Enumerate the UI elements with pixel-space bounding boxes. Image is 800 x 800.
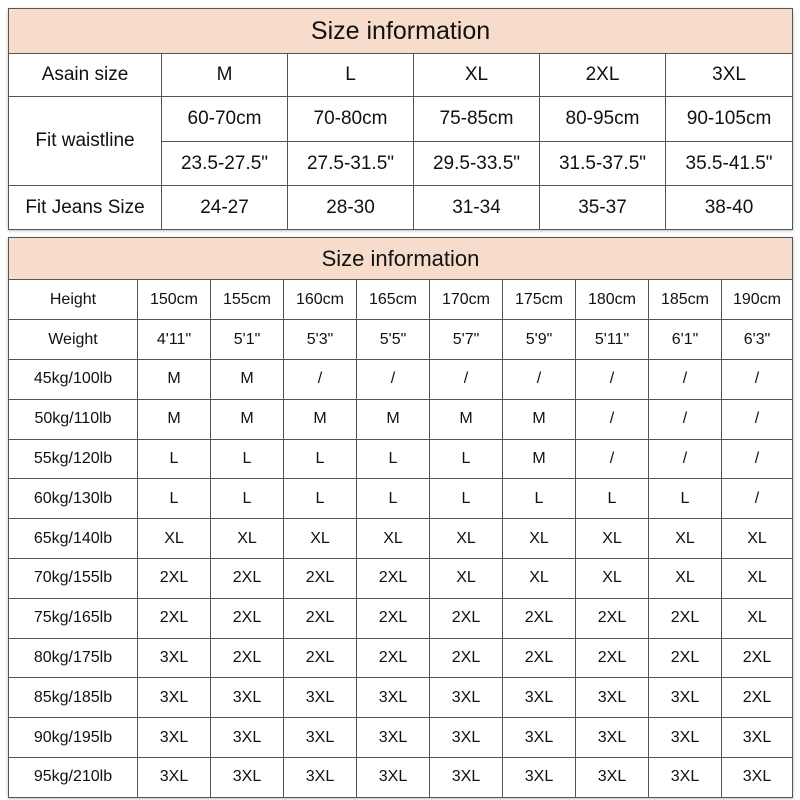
jeans-size-cell: 35-37 <box>540 186 666 230</box>
size-cell: M <box>138 399 211 439</box>
size-cell: M <box>357 399 430 439</box>
waist-cm-cell: 60-70cm <box>162 97 288 142</box>
height-ft-cell: 4'11" <box>138 320 211 360</box>
size-cell: 3XL <box>284 757 357 797</box>
height-header-cell: 175cm <box>503 280 576 320</box>
size-cell: 3XL <box>138 638 211 678</box>
height-label: Height <box>9 280 138 320</box>
size-cell: 2XL <box>722 638 793 678</box>
size-cell: 2XL <box>430 638 503 678</box>
size-cell: M <box>430 399 503 439</box>
size-cell: / <box>576 360 649 400</box>
size-cell: M <box>284 399 357 439</box>
size-cell: 3XL <box>138 678 211 718</box>
waist-cm-cell: 75-85cm <box>414 97 540 142</box>
size-cell: 3XL <box>211 678 284 718</box>
table-row <box>9 598 793 638</box>
size-cell: 3XL <box>138 718 211 758</box>
height-header-cell: 190cm <box>722 280 793 320</box>
size-cell: 2XL <box>284 558 357 598</box>
size-cell: XL <box>211 519 284 559</box>
size-cell: 2XL <box>649 638 722 678</box>
size-cell: 3XL <box>649 678 722 718</box>
size-cell: 3XL <box>649 718 722 758</box>
waist-cm-cell: 80-95cm <box>540 97 666 142</box>
height-ft-cell: 5'7" <box>430 320 503 360</box>
size-cell: XL <box>430 519 503 559</box>
height-header-cell: 165cm <box>357 280 430 320</box>
size-cell: / <box>284 360 357 400</box>
size-cell: / <box>430 360 503 400</box>
size-cell: / <box>722 439 793 479</box>
size-cell: / <box>649 360 722 400</box>
size-info-table-bottom <box>8 237 793 798</box>
size-cell: 2XL <box>357 638 430 678</box>
size-cell: L <box>357 479 430 519</box>
size-cell: 2XL <box>430 598 503 638</box>
waist-inch-cell: 23.5-27.5" <box>162 142 288 186</box>
height-header-cell: 185cm <box>649 280 722 320</box>
waist-inch-cell: 29.5-33.5" <box>414 142 540 186</box>
size-cell: 3XL <box>284 718 357 758</box>
size-cell: XL <box>284 519 357 559</box>
height-ft-cell: 5'9" <box>503 320 576 360</box>
waist-inch-cell: 27.5-31.5" <box>288 142 414 186</box>
waist-inch-cell: 31.5-37.5" <box>540 142 666 186</box>
height-header-cell: 160cm <box>284 280 357 320</box>
size-header-cell: M <box>162 54 288 97</box>
size-cell: 2XL <box>357 558 430 598</box>
size-cell: 3XL <box>138 757 211 797</box>
height-header-cell: 170cm <box>430 280 503 320</box>
size-cell: XL <box>503 519 576 559</box>
weight-label: Weight <box>9 320 138 360</box>
size-cell: 2XL <box>649 598 722 638</box>
size-cell: XL <box>430 558 503 598</box>
size-cell: 3XL <box>430 718 503 758</box>
weight-row-label: 60kg/130lb <box>9 479 138 519</box>
size-cell: M <box>138 360 211 400</box>
height-ft-cell: 6'3" <box>722 320 793 360</box>
table-row <box>9 439 793 479</box>
size-cell: L <box>649 479 722 519</box>
table-row <box>9 718 793 758</box>
size-cell: L <box>576 479 649 519</box>
size-cell: 3XL <box>576 718 649 758</box>
size-cell: 3XL <box>503 678 576 718</box>
table-row <box>9 360 793 400</box>
size-cell: / <box>722 479 793 519</box>
size-cell: XL <box>357 519 430 559</box>
size-cell: / <box>649 439 722 479</box>
size-cell: 3XL <box>211 757 284 797</box>
height-ft-cell: 6'1" <box>649 320 722 360</box>
size-cell: 2XL <box>138 558 211 598</box>
table-row <box>9 558 793 598</box>
weight-row-label: 70kg/155lb <box>9 558 138 598</box>
size-cell: / <box>722 360 793 400</box>
size-cell: 3XL <box>576 757 649 797</box>
size-cell: M <box>503 439 576 479</box>
size-cell: 3XL <box>576 678 649 718</box>
fit-waistline-label: Fit waistline <box>9 97 162 186</box>
weight-row-label: 85kg/185lb <box>9 678 138 718</box>
size-cell: 3XL <box>430 757 503 797</box>
waist-inch-cell: 35.5-41.5" <box>666 142 793 186</box>
size-cell: L <box>503 479 576 519</box>
size-cell: L <box>138 479 211 519</box>
height-ft-cell: 5'5" <box>357 320 430 360</box>
weight-row-label: 65kg/140lb <box>9 519 138 559</box>
size-cell: XL <box>649 519 722 559</box>
jeans-size-cell: 31-34 <box>414 186 540 230</box>
size-cell: / <box>722 399 793 439</box>
size-cell: 3XL <box>649 757 722 797</box>
table-row <box>9 399 793 439</box>
size-cell: 2XL <box>284 598 357 638</box>
size-cell: XL <box>576 519 649 559</box>
size-header-cell: XL <box>414 54 540 97</box>
size-cell: 2XL <box>284 638 357 678</box>
size-cell: XL <box>138 519 211 559</box>
size-cell: 2XL <box>211 558 284 598</box>
size-cell: M <box>503 399 576 439</box>
size-cell: 3XL <box>722 757 793 797</box>
size-cell: 2XL <box>503 638 576 678</box>
jeans-size-cell: 28-30 <box>288 186 414 230</box>
size-cell: 2XL <box>211 598 284 638</box>
size-cell: XL <box>722 598 793 638</box>
size-cell: L <box>284 479 357 519</box>
size-info-table-top <box>8 8 793 230</box>
size-cell: XL <box>722 519 793 559</box>
size-cell: XL <box>576 558 649 598</box>
size-cell: 3XL <box>357 718 430 758</box>
size-cell: XL <box>503 558 576 598</box>
size-cell: L <box>430 439 503 479</box>
size-cell: 3XL <box>503 718 576 758</box>
weight-row-label: 55kg/120lb <box>9 439 138 479</box>
size-header-cell: 2XL <box>540 54 666 97</box>
table-title: Size information <box>9 9 793 54</box>
table-row <box>9 638 793 678</box>
size-header-cell: 3XL <box>666 54 793 97</box>
size-cell: 3XL <box>357 757 430 797</box>
size-cell: / <box>503 360 576 400</box>
table-row <box>9 757 793 797</box>
table-row <box>9 678 793 718</box>
size-cell: 2XL <box>576 638 649 678</box>
table-row <box>9 519 793 559</box>
size-cell: 3XL <box>211 718 284 758</box>
size-cell: 3XL <box>284 678 357 718</box>
size-cell: 2XL <box>357 598 430 638</box>
size-cell: / <box>649 399 722 439</box>
size-cell: M <box>211 399 284 439</box>
height-header-cell: 150cm <box>138 280 211 320</box>
size-cell: 3XL <box>430 678 503 718</box>
table-row <box>9 479 793 519</box>
size-cell: 2XL <box>138 598 211 638</box>
waist-cm-cell: 90-105cm <box>666 97 793 142</box>
size-cell: 2XL <box>576 598 649 638</box>
weight-row-label: 90kg/195lb <box>9 718 138 758</box>
height-ft-cell: 5'11" <box>576 320 649 360</box>
size-cell: XL <box>722 558 793 598</box>
size-cell: / <box>357 360 430 400</box>
weight-row-label: 80kg/175lb <box>9 638 138 678</box>
size-cell: XL <box>649 558 722 598</box>
size-cell: M <box>211 360 284 400</box>
size-cell: L <box>430 479 503 519</box>
size-cell: 2XL <box>503 598 576 638</box>
height-ft-cell: 5'1" <box>211 320 284 360</box>
fit-jeans-size-label: Fit Jeans Size <box>9 186 162 230</box>
jeans-size-cell: 38-40 <box>666 186 793 230</box>
size-cell: 2XL <box>722 678 793 718</box>
size-cell: 3XL <box>357 678 430 718</box>
size-header-cell: L <box>288 54 414 97</box>
size-cell: 3XL <box>503 757 576 797</box>
weight-row-label: 50kg/110lb <box>9 399 138 439</box>
size-cell: L <box>284 439 357 479</box>
height-header-cell: 155cm <box>211 280 284 320</box>
weight-row-label: 95kg/210lb <box>9 757 138 797</box>
weight-row-label: 75kg/165lb <box>9 598 138 638</box>
size-cell: L <box>357 439 430 479</box>
weight-row-label: 45kg/100lb <box>9 360 138 400</box>
size-cell: 2XL <box>211 638 284 678</box>
size-cell: L <box>138 439 211 479</box>
waist-cm-cell: 70-80cm <box>288 97 414 142</box>
size-cell: L <box>211 479 284 519</box>
size-cell: 3XL <box>722 718 793 758</box>
jeans-size-cell: 24-27 <box>162 186 288 230</box>
height-ft-cell: 5'3" <box>284 320 357 360</box>
size-cell: / <box>576 439 649 479</box>
table-title: Size information <box>9 238 793 280</box>
height-header-cell: 180cm <box>576 280 649 320</box>
size-cell: / <box>576 399 649 439</box>
size-cell: L <box>211 439 284 479</box>
asian-size-label: Asain size <box>9 54 162 97</box>
